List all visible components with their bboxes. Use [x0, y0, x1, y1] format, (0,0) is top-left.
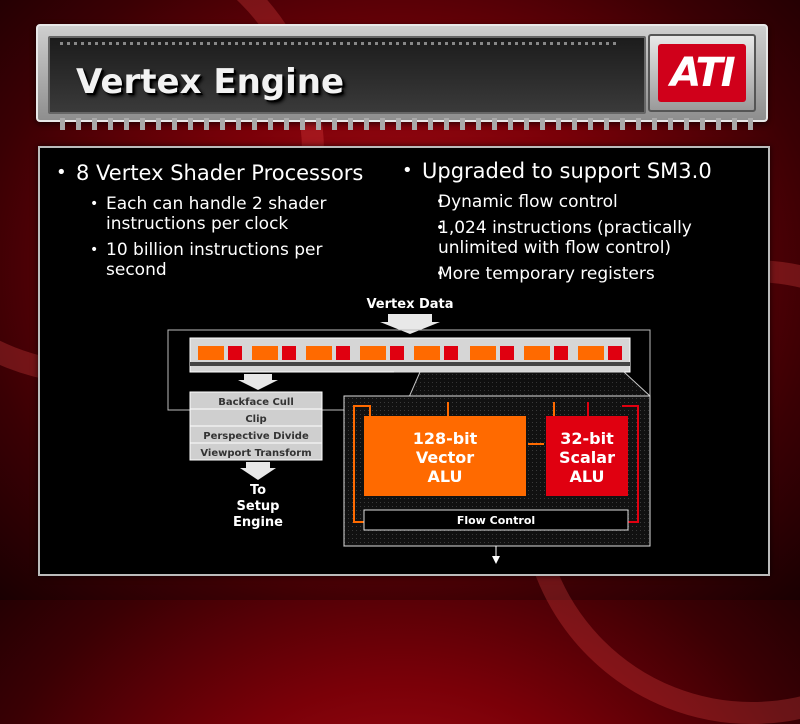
processor-unit	[198, 346, 224, 360]
processor-unit	[608, 346, 622, 360]
sub-bullet-item: • More temporary registers	[400, 264, 760, 284]
diagram-svg	[160, 294, 662, 566]
left-bullets	[54, 160, 384, 286]
right-bullets	[400, 158, 760, 290]
processor-unit	[470, 346, 496, 360]
vector-alu-label: Vector	[415, 448, 475, 467]
stage-label: Backface Cull	[218, 397, 294, 408]
pipeline-arrow	[238, 374, 278, 390]
sub-bullet-item: • Dynamic flow control	[400, 192, 760, 212]
stage-label: Perspective Divide	[203, 431, 309, 442]
pipeline-stages	[190, 392, 322, 460]
input-arrow	[380, 314, 440, 334]
title-dots	[60, 42, 620, 45]
processor-unit	[500, 346, 514, 360]
processor-unit	[578, 346, 604, 360]
processor-unit	[306, 346, 332, 360]
stage-label: Clip	[245, 414, 267, 425]
output-arrowhead	[492, 556, 500, 564]
processor-unit	[336, 346, 350, 360]
vector-alu-label: 128-bit	[412, 429, 478, 448]
processor-unit	[228, 346, 242, 360]
logo-frame	[648, 34, 756, 112]
processor-unit	[444, 346, 458, 360]
scalar-alu-label: ALU	[569, 467, 605, 486]
processor-unit	[414, 346, 440, 360]
ati-logo: ATI	[658, 44, 746, 102]
sub-bullet-item: • 10 billion instructions per second	[54, 240, 384, 280]
bullet-item: • 8 Vertex Shader Processors	[54, 160, 384, 186]
content-panel	[38, 146, 770, 576]
sub-bullet-item: • Each can handle 2 shader instructions per clock	[54, 194, 384, 234]
bullet-item: • Upgraded to support SM3.0	[400, 158, 760, 184]
output-arrow	[240, 462, 276, 480]
scalar-alu-label: 32-bit	[560, 429, 614, 448]
processor-unit	[390, 346, 404, 360]
processor-unit	[252, 346, 278, 360]
title-panel	[48, 36, 646, 114]
processor-unit	[282, 346, 296, 360]
vector-alu-label: ALU	[427, 467, 463, 486]
strip-underline	[190, 362, 630, 366]
vertex-data-label: Vertex Data	[366, 297, 454, 312]
setup-engine-label: To	[249, 483, 267, 498]
scalar-alu-label: Scalar	[559, 448, 615, 467]
title-bar-ticks	[60, 118, 760, 130]
processor-unit	[554, 346, 568, 360]
flow-control-label: Flow Control	[456, 514, 536, 527]
setup-engine-label: Engine	[233, 515, 283, 530]
stage-label: Viewport Transform	[200, 448, 312, 459]
page-title: Vertex Engine	[76, 62, 345, 102]
setup-engine-label: Setup	[236, 499, 280, 514]
processor-unit	[524, 346, 550, 360]
sub-bullet-item: • 1,024 instructions (practically unlimited with flow control)	[400, 218, 760, 258]
vertex-engine-diagram	[160, 294, 662, 566]
processor-unit	[360, 346, 386, 360]
title-bar	[36, 24, 768, 122]
